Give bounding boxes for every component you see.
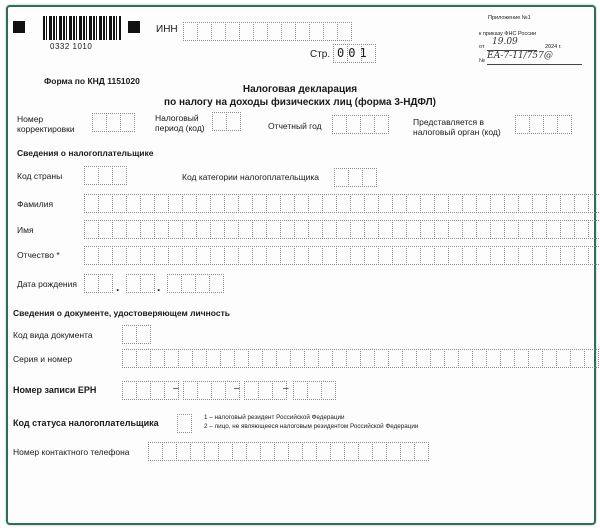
birthdate-label: Дата рождения xyxy=(17,279,77,289)
form-code: Форма по КНД 1151020 xyxy=(44,76,140,86)
stamp-date-handwritten: 19.09 xyxy=(492,37,518,47)
birthdate-year-field[interactable] xyxy=(167,274,223,293)
ern-field-3[interactable] xyxy=(244,381,286,400)
inn-label: ИНН xyxy=(156,24,178,35)
ern-label: Номер записи ЕРН xyxy=(13,385,97,395)
patronymic-field[interactable] xyxy=(84,246,600,265)
corner-marker-left xyxy=(13,21,25,33)
name-field[interactable] xyxy=(84,220,600,239)
page-label: Стр. xyxy=(310,49,331,60)
corner-marker-right xyxy=(128,21,140,33)
category-field[interactable] xyxy=(334,168,376,187)
page-number: 001 xyxy=(337,46,371,60)
series-field[interactable] xyxy=(122,349,598,368)
birthdate-separator-2: . xyxy=(157,280,161,294)
stamp-number-prefix: № xyxy=(479,58,485,64)
surname-field[interactable] xyxy=(84,194,600,213)
ern-field-1[interactable] xyxy=(122,381,178,400)
period-label: Налоговый период (код) xyxy=(155,113,205,133)
stamp-date-prefix: от xyxy=(479,44,485,50)
birthdate-separator-1: . xyxy=(116,280,120,294)
inn-field[interactable] xyxy=(183,22,351,41)
stamp-number-handwritten: ЕА-7-11/757@ xyxy=(487,51,553,61)
barcode-number: 0332 1010 xyxy=(50,42,93,51)
surname-label: Фамилия xyxy=(17,199,54,209)
doc-type-label: Код вида документа xyxy=(13,330,93,340)
name-label: Имя xyxy=(17,225,34,235)
authority-label: Представляется в налоговый орган (код) xyxy=(413,117,501,137)
country-field[interactable] xyxy=(84,166,126,185)
authority-field[interactable] xyxy=(515,115,571,134)
stamp-line2: к приказу ФНС России xyxy=(479,31,537,37)
status-label: Код статуса налогоплательщика xyxy=(13,418,159,428)
phone-field[interactable] xyxy=(148,442,428,461)
status-option-1: 1 – налоговый резидент Российской Федерации xyxy=(204,414,345,421)
birthdate-day-field[interactable] xyxy=(84,274,112,293)
ern-field-4[interactable] xyxy=(293,381,335,400)
ern-dash-3: – xyxy=(283,383,289,394)
correction-label: Номер корректировки xyxy=(17,114,75,134)
stamp-line1: Приложение №1 xyxy=(488,15,531,21)
period-field[interactable] xyxy=(212,112,240,131)
birthdate-month-field[interactable] xyxy=(126,274,154,293)
phone-label: Номер контактного телефона xyxy=(13,447,130,457)
status-option-2: 2 – лицо, не являющееся налоговым резидентом Российской Федерации xyxy=(204,423,419,430)
document-section-title: Сведения о документе, удостоверяющем личность xyxy=(13,308,230,318)
ern-dash-1: – xyxy=(173,383,179,394)
barcode xyxy=(43,16,121,40)
title-line2: по налогу на доходы физических лиц (форма 3-НДФЛ) xyxy=(164,97,436,108)
correction-field[interactable] xyxy=(92,113,134,132)
status-field[interactable] xyxy=(177,414,191,433)
country-label: Код страны xyxy=(17,171,63,181)
year-field[interactable] xyxy=(332,115,388,134)
series-label: Серия и номер xyxy=(13,354,73,364)
taxpayer-section-title: Сведения о налогоплательщике xyxy=(17,148,154,158)
category-label: Код категории налогоплательщика xyxy=(182,172,319,182)
title-line1: Налоговая декларация xyxy=(242,84,358,95)
stamp-year: 2024 г. xyxy=(545,44,562,50)
year-label: Отчетный год xyxy=(268,121,322,131)
patronymic-label: Отчество * xyxy=(17,250,60,260)
ern-field-2[interactable] xyxy=(183,381,239,400)
ern-dash-2: – xyxy=(234,383,240,394)
doc-type-field[interactable] xyxy=(122,325,150,344)
stamp-number-underline xyxy=(487,64,582,65)
